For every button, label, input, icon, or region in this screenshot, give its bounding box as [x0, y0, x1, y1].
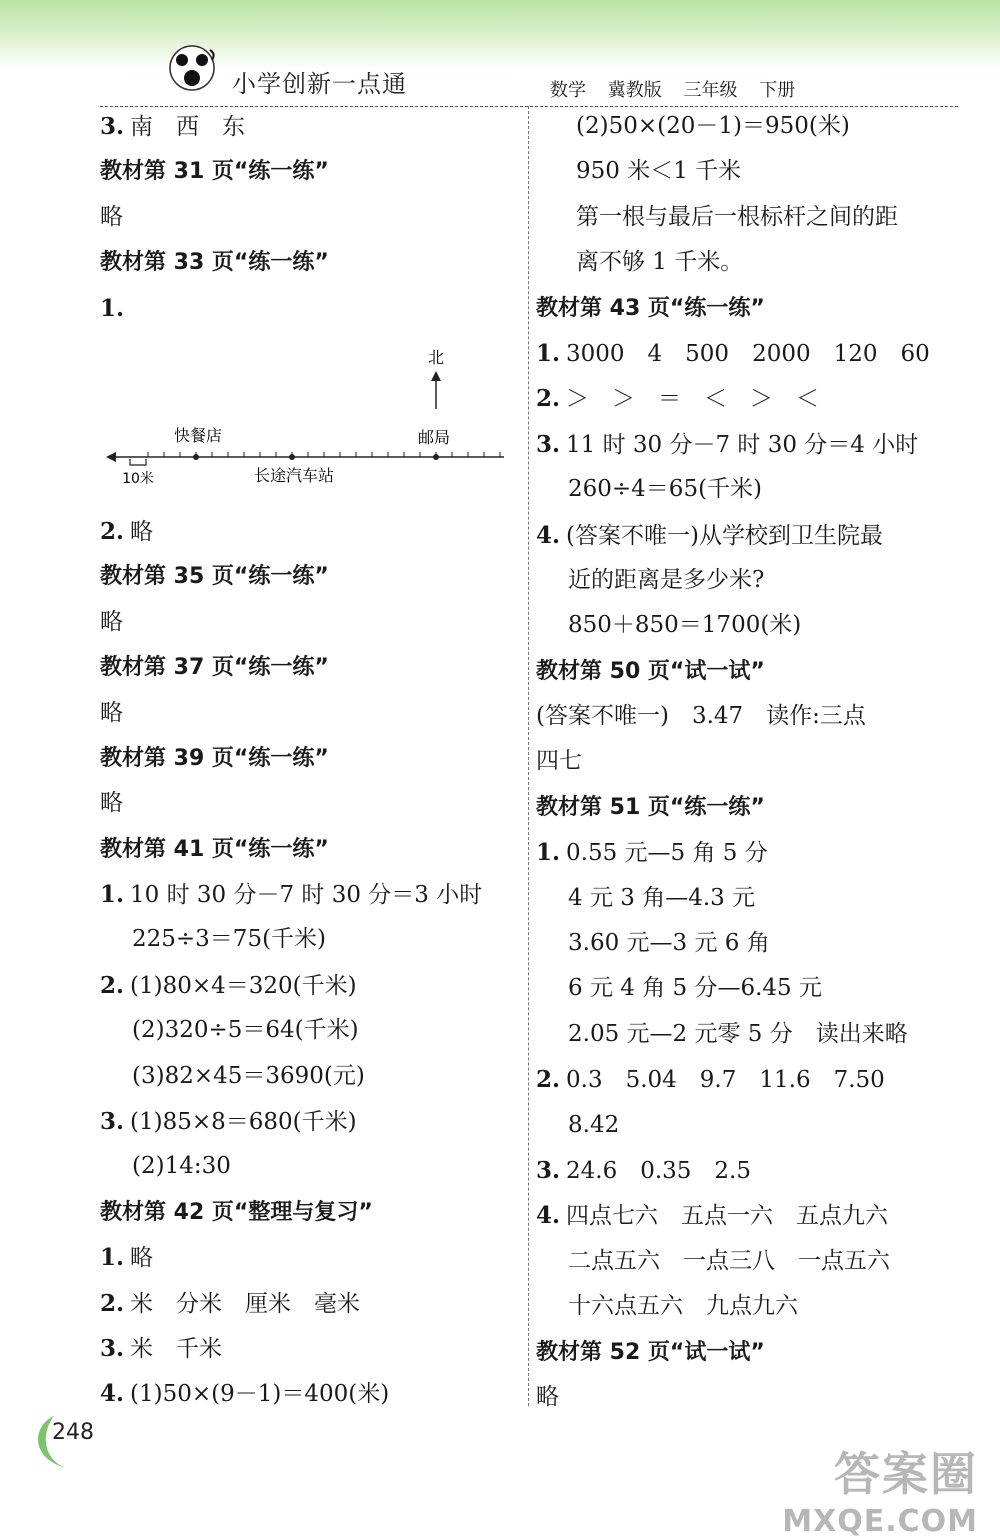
edition-label: 冀教版: [607, 80, 662, 101]
north-arrow-head-icon: [431, 371, 441, 381]
post-office-dot: [433, 454, 439, 460]
bus-station-dot: [289, 454, 295, 460]
answer-line: 260÷4＝65(千米): [568, 476, 763, 503]
answer-line: 略: [100, 203, 123, 230]
section-heading: 教材第 41 页“练一练”: [100, 836, 329, 862]
answer-line: 1. 略: [100, 1244, 153, 1272]
section-heading: 教材第 35 页“练一练”: [100, 564, 329, 590]
section-heading: 教材第 42 页“整理与复习”: [100, 1199, 373, 1225]
grade-label: 三年级: [683, 80, 738, 101]
answer-line: (2)14:30: [132, 1153, 231, 1180]
route-arrow-head-icon: [106, 452, 116, 462]
answer-line: (3)82×45＝3690(元): [132, 1062, 365, 1089]
section-heading: 教材第 43 页“练一练”: [536, 295, 765, 321]
answer-line: 第一根与最后一根标杆之间的距: [576, 203, 898, 230]
column-divider: [528, 106, 529, 1406]
scale-bracket: [130, 459, 146, 465]
answer-line: 8.42: [568, 1111, 620, 1138]
section-heading: 教材第 37 页“练一练”: [100, 655, 329, 681]
watermark: [782, 1438, 978, 1539]
answer-line: 略: [100, 608, 123, 635]
answer-line: 略: [100, 790, 123, 817]
watermark-url: MXQE.COM: [782, 1504, 978, 1539]
section-heading: 教材第 31 页“练一练”: [100, 159, 329, 185]
answer-line: 近的距离是多少米?: [568, 566, 765, 593]
section-heading: 教材第 51 页“练一练”: [536, 794, 765, 820]
fast-food-label: 快餐店: [173, 425, 223, 445]
answer-line: 十六点五六 九点九六: [568, 1293, 798, 1320]
volume-label: 下册: [759, 80, 796, 101]
answer-line: 1. 3000 4 500 2000 120 60: [536, 339, 930, 367]
answer-line: 950 米＜1 千米: [576, 158, 742, 185]
answer-line: 3. (1)85×8＝680(千米): [100, 1108, 357, 1136]
answer-line: 4 元 3 角—4.3 元: [568, 884, 756, 911]
mascot-logo-icon: [160, 42, 224, 92]
watermark-text: 答案圈: [834, 1447, 978, 1501]
answer-line: (答案不唯一) 3.47 读作:三点: [536, 703, 866, 730]
answer-line: 四七: [536, 748, 582, 775]
book-info: [550, 76, 811, 102]
answer-line: 2.05 元—2 元零 5 分 读出来略: [568, 1020, 908, 1047]
answer-line: 略: [100, 699, 123, 726]
answer-line: 3. 米 千米: [100, 1334, 222, 1362]
route-map-svg: [100, 331, 520, 509]
section-heading: 教材第 39 页“练一练”: [100, 745, 329, 771]
header-band: [0, 0, 1000, 70]
book-title: 小学创新一点通: [232, 70, 407, 98]
north-label: 北: [427, 347, 445, 367]
answer-line: 3. 南 西 东: [100, 113, 245, 140]
answer-line: 二点五六 一点三八 一点五六: [568, 1247, 890, 1274]
answer-line: 1.: [100, 294, 125, 322]
answer-line: 2. 米 分米 厘米 毫米: [100, 1289, 360, 1317]
answer-line: 850＋850＝1700(米): [568, 612, 802, 639]
answer-line: 3.60 元—3 元 6 角: [568, 930, 770, 957]
answer-line: 离不够 1 千米。: [576, 249, 744, 276]
answer-line: 2. 0.3 5.04 9.7 11.6 7.50: [536, 1066, 885, 1094]
scale-label: 10米: [122, 470, 154, 487]
answer-line: 4. (1)50×(9－1)＝400(米): [100, 1380, 390, 1408]
section-heading: 教材第 33 页“练一练”: [100, 250, 329, 276]
answer-line: (2)50×(20－1)＝950(米): [576, 113, 850, 139]
answer-line: 1. 10 时 30 分－7 时 30 分＝3 小时: [100, 881, 483, 909]
answer-line: 3. 11 时 30 分－7 时 30 分＝4 小时: [536, 430, 919, 458]
answer-line: 6 元 4 角 5 分—6.45 元: [568, 975, 822, 1002]
answer-line: 2. (1)80×4＝320(千米): [100, 971, 357, 999]
answer-line: 略: [536, 1383, 559, 1410]
answer-line: 4. (答案不唯一)从学校到卫生院最: [536, 521, 883, 549]
section-heading: 教材第 52 页“试一试”: [536, 1339, 765, 1365]
answer-line: 225÷3＝75(千米): [132, 926, 327, 953]
section-heading: 教材第 50 页“试一试”: [536, 658, 765, 684]
right-column: [536, 104, 976, 1420]
fast-food-dot: [193, 454, 199, 460]
route-map-figure: [100, 331, 520, 509]
subject-label: 数学: [550, 80, 586, 101]
left-column: [100, 104, 520, 1417]
page-number: 248: [52, 1420, 94, 1445]
answer-line: 2. ＞ ＞ ＝ ＜ ＞ ＜: [536, 385, 819, 413]
post-office-label: 邮局: [417, 427, 451, 447]
answer-line: 3. 24.6 0.35 2.5: [536, 1156, 751, 1184]
answer-line: 1. 0.55 元—5 角 5 分: [536, 839, 768, 867]
answer-line: 4. 四点七六 五点一六 五点九六: [536, 1202, 888, 1230]
answer-line: (2)320÷5＝64(千米): [132, 1017, 359, 1044]
bus-station-label: 长途汽车站: [253, 465, 335, 485]
answer-line: 2. 略: [100, 517, 153, 545]
